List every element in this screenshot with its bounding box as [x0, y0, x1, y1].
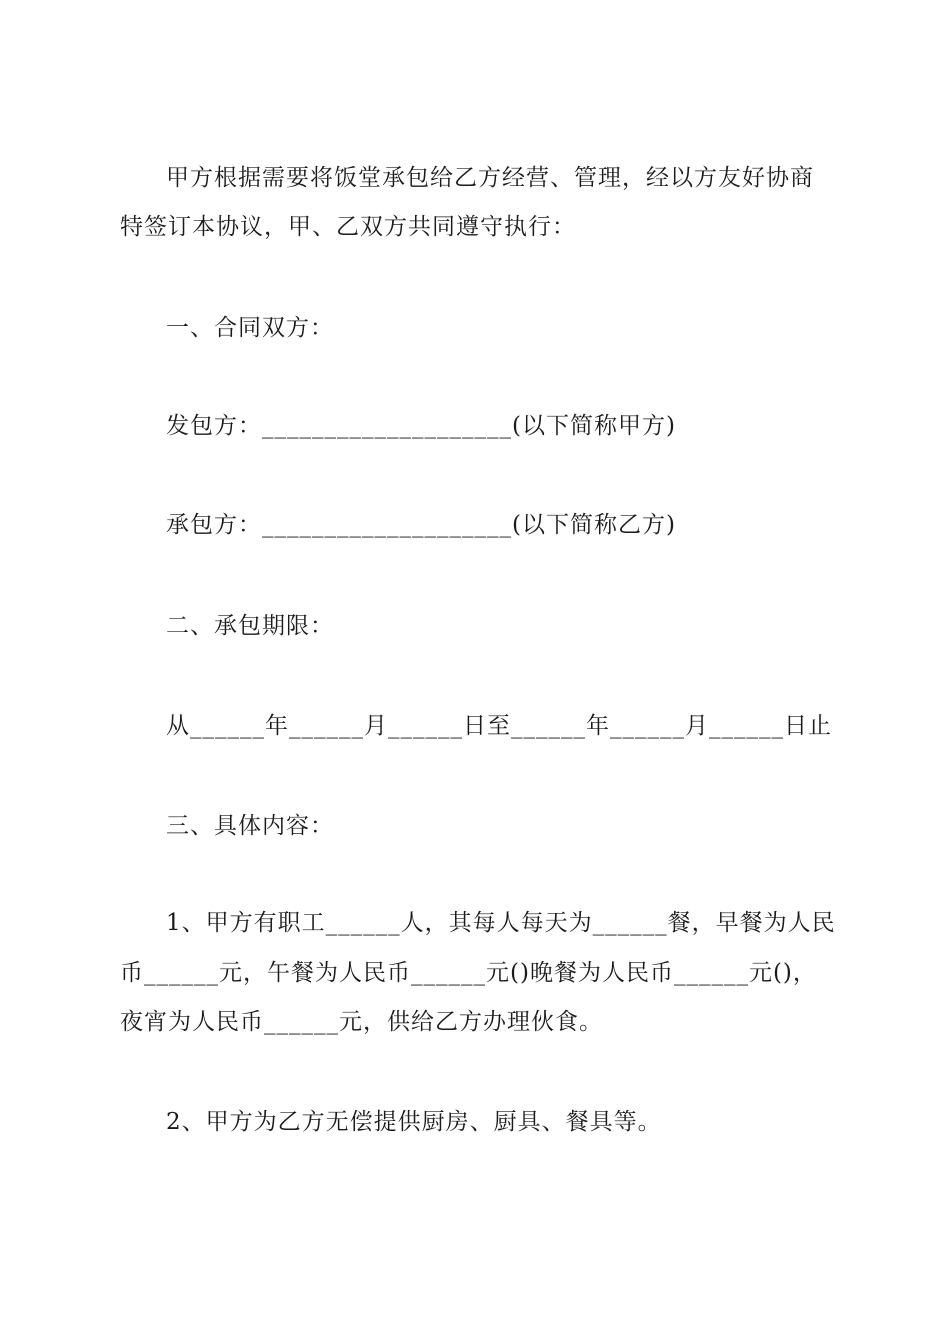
contract-period-line: 从______年______月______日至______年______月______日止: [166, 713, 832, 739]
item-1-line-1: 1、甲方有职工______人，其每人每天为______餐，早餐为人民: [166, 910, 836, 936]
section-1-heading: 一、合同双方：: [166, 315, 334, 341]
party-a-line: 发包方：____________________(以下简称甲方): [166, 413, 676, 439]
party-b-line: 承包方：____________________(以下简称乙方): [166, 512, 676, 538]
item-1-line-3: 夜宵为人民币______元，供给乙方办理伙食。: [120, 1009, 603, 1035]
intro-paragraph-line-2: 特签订本协议，甲、乙双方共同遵守执行：: [120, 214, 576, 240]
intro-paragraph-line-1: 甲方根据需要将饭堂承包给乙方经营、管理，经以方友好协商: [166, 165, 814, 191]
section-2-heading: 二、承包期限：: [166, 613, 334, 639]
section-3-heading: 三、具体内容：: [166, 813, 334, 839]
item-1-line-2: 币______元，午餐为人民币______元()晚餐为人民币______元()，: [120, 960, 817, 986]
item-2-line: 2、甲方为乙方无偿提供厨房、厨具、餐具等。: [166, 1109, 662, 1135]
